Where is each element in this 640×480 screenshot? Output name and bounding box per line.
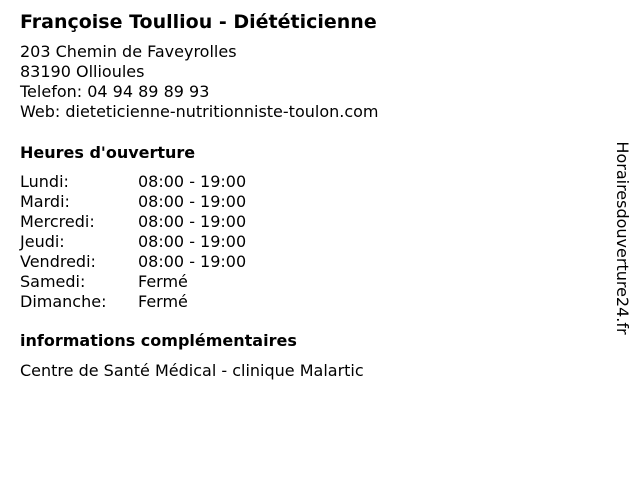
day-label: Mardi: [20,192,70,211]
day-label: Samedi: [20,272,86,291]
hours-row-tuesday [20,192,600,212]
hours-row-thursday [20,232,600,252]
day-hours: Fermé [138,272,188,291]
day-hours: 08:00 - 19:00 [138,232,247,251]
hours-heading: Heures d'ouverture [20,143,196,162]
day-hours: 08:00 - 19:00 [138,172,247,191]
day-hours: 08:00 - 19:00 [138,252,247,271]
business-card [20,10,600,381]
day-hours: 08:00 - 19:00 [138,192,247,211]
day-label: Lundi: [20,172,69,191]
day-label: Mercredi: [20,212,95,231]
day-hours: Fermé [138,292,188,311]
website: Web: dieteticienne-nutritionniste-toulon.com [20,102,379,121]
hours-row-friday [20,252,600,272]
address-street: 203 Chemin de Faveyrolles [20,42,237,61]
day-label: Jeudi: [20,232,65,251]
hours-table [20,172,600,312]
hours-row-saturday [20,272,600,292]
site-watermark: Horairesdouverture24.fr [613,141,632,335]
hours-row-wednesday [20,212,600,232]
day-hours: 08:00 - 19:00 [138,212,247,231]
hours-row-monday [20,172,600,192]
hours-row-sunday [20,292,600,312]
address-city: 83190 Ollioules [20,62,145,81]
info-heading: informations complémentaires [20,331,297,350]
business-name: Françoise Toulliou - Diététicienne [20,11,377,33]
info-text: Centre de Santé Médical - clinique Malartic [20,361,364,380]
phone-number: Telefon: 04 94 89 89 93 [20,82,210,101]
day-label: Vendredi: [20,252,96,271]
day-label: Dimanche: [20,292,107,311]
